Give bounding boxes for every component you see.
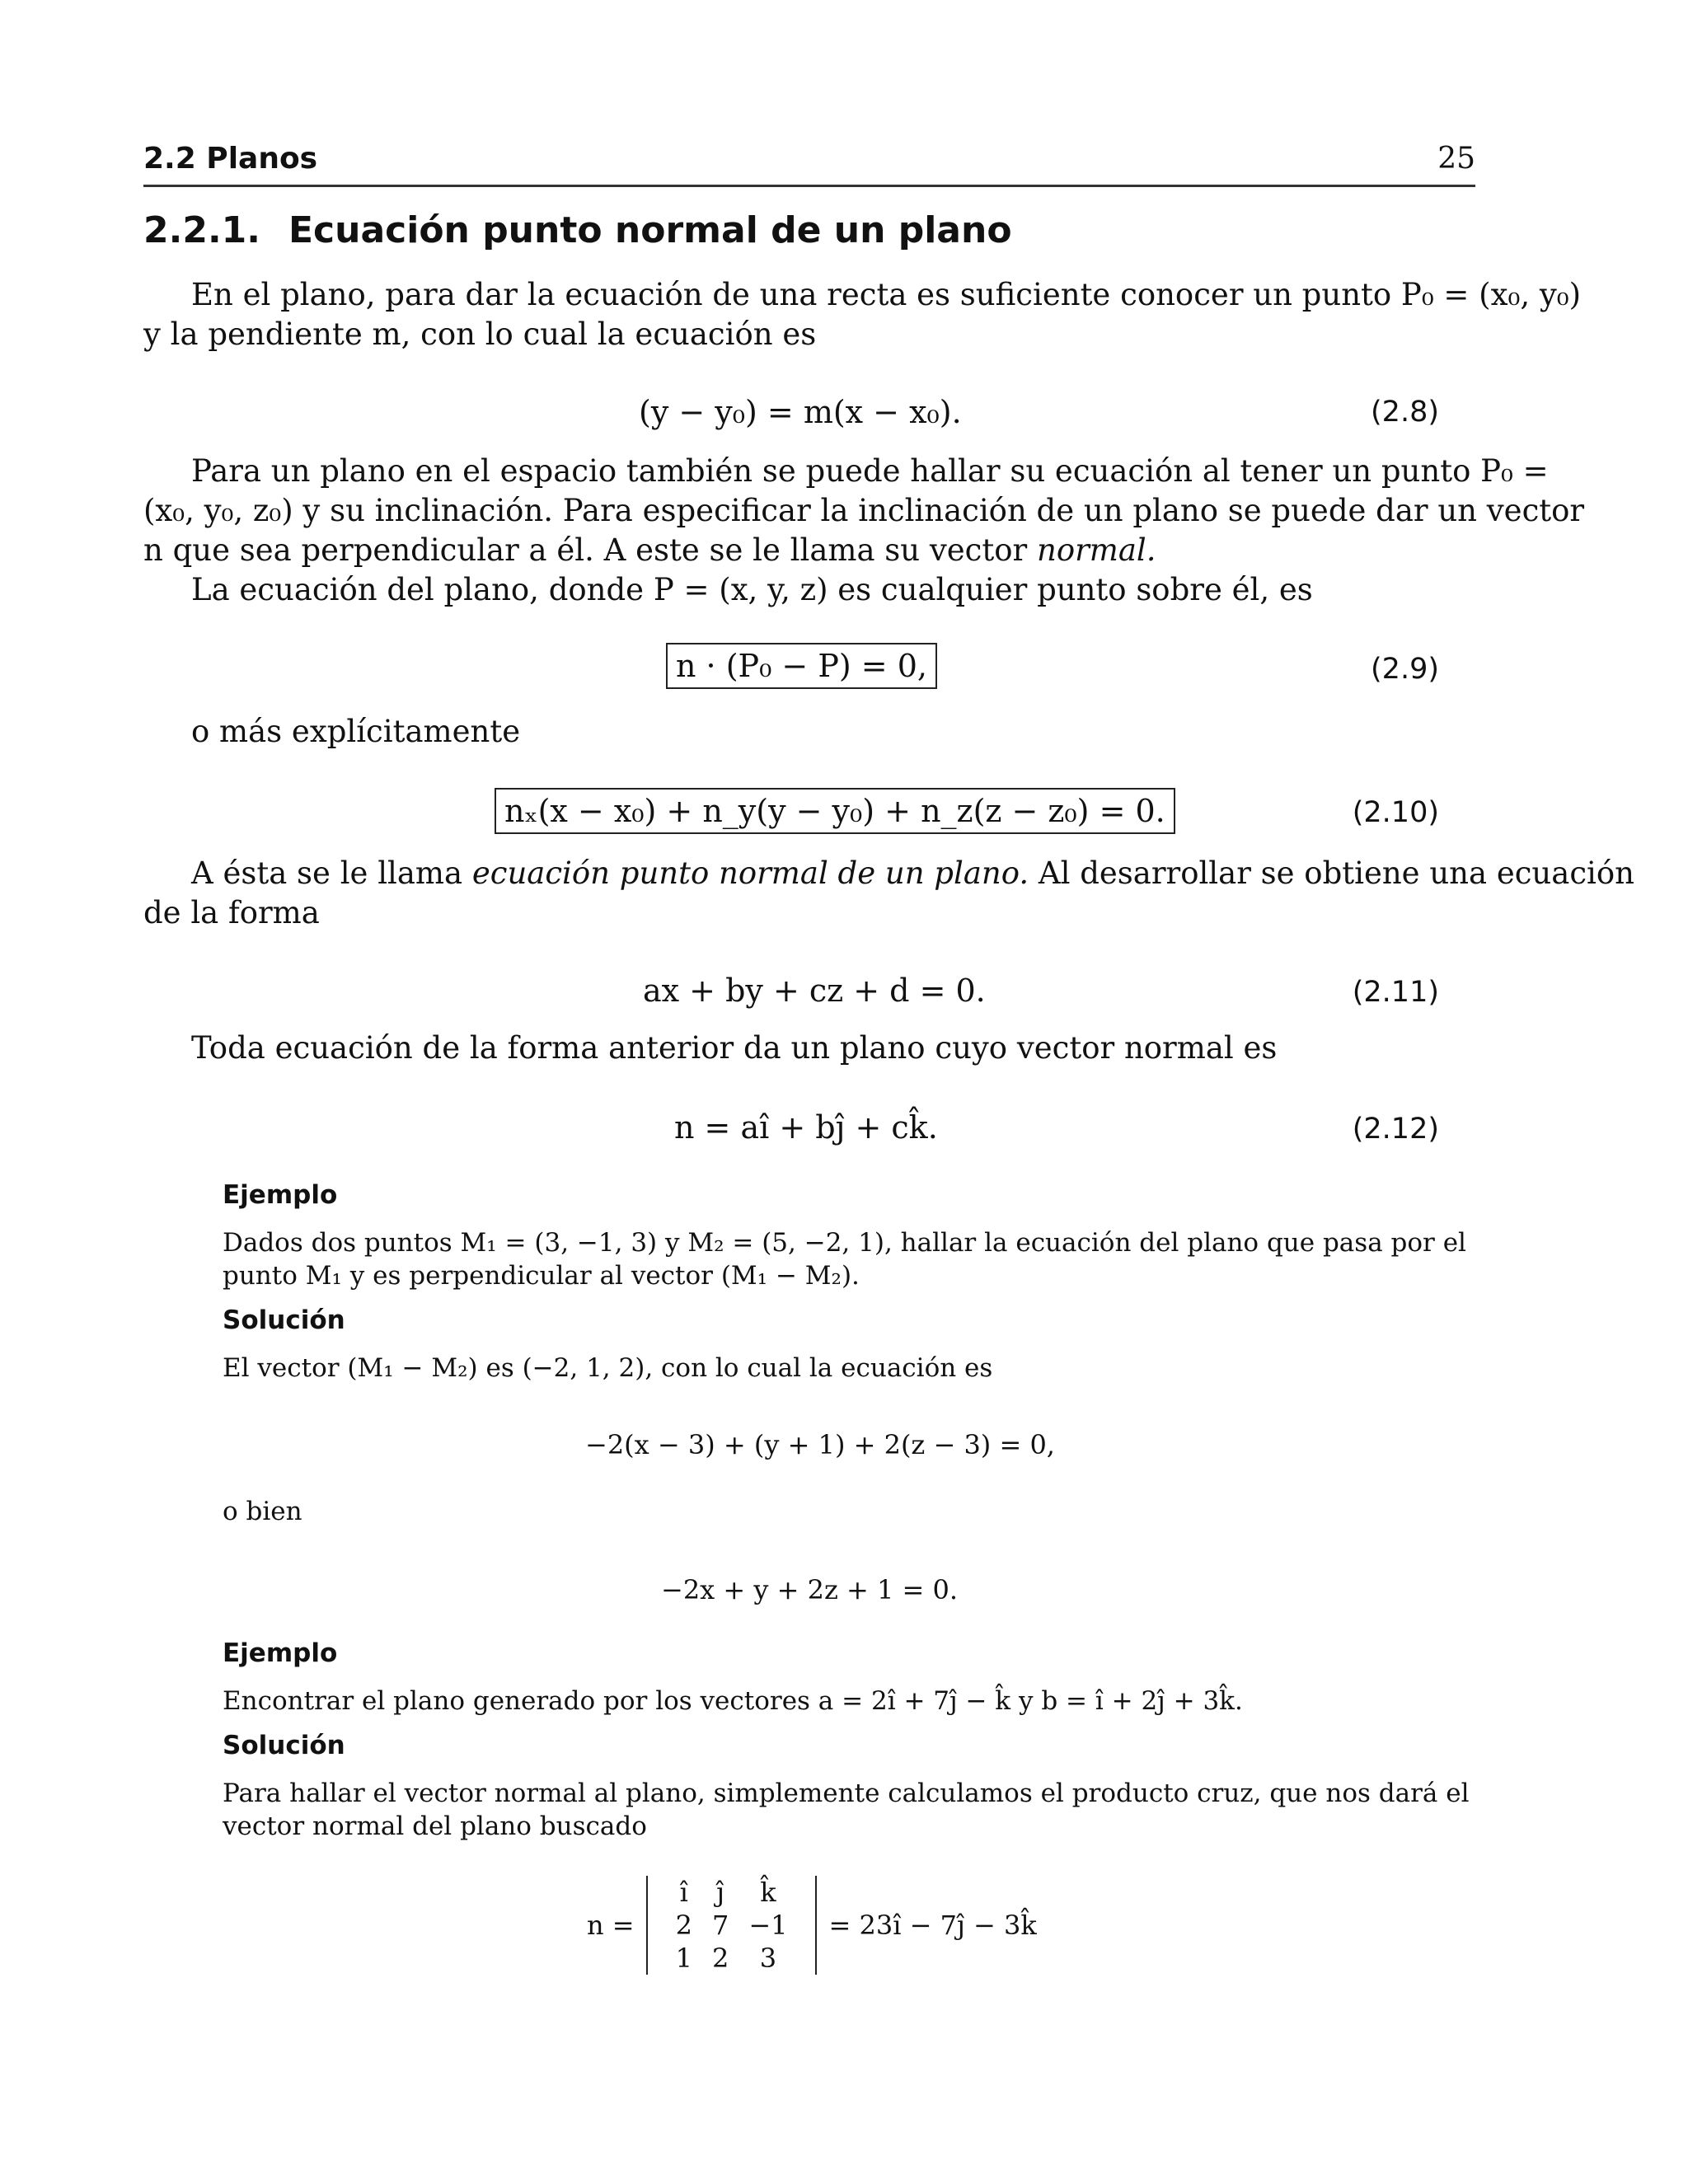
example1-solution-text: El vector (M₁ − M₂) es (−2, 1, 2), con lo cual la ecuación es	[223, 1353, 993, 1383]
equation-2-8-tag: (2.8)	[1371, 396, 1439, 429]
paragraph-space-line3-text: n que sea perpendicular a él. A este se le llama su vector	[143, 532, 1028, 568]
example2-text: Encontrar el plano generado por los vectores a = 2î + 7ĵ − k̂ y b = î + 2ĵ + 3k̂.	[223, 1686, 1243, 1716]
paragraph-space-line1: Para un plano en el espacio también se puede hallar su ecuación al tener un punto P₀ =	[191, 453, 1549, 489]
determinant-cell: 2	[711, 1943, 729, 1974]
example1-text-line1: Dados dos puntos M₁ = (3, −1, 3) y M₂ = (5, −2, 1), hallar la ecuación del plano que pasa por el	[223, 1228, 1466, 1258]
determinant-bars	[646, 1876, 818, 1975]
equation-2-10-boxed: nₓ(x − x₀) + n_y(y − y₀) + n_z(z − z₀) = 0.	[495, 788, 1175, 834]
running-header	[143, 142, 1475, 187]
paragraph-space-line2: (x₀, y₀, z₀) y su inclinación. Para especificar la inclinación de un plano se puede dar un vector	[143, 493, 1585, 528]
determinant-matrix	[666, 1876, 798, 1975]
paragraph-called-line2: de la forma	[143, 895, 320, 930]
determinant-cell: ĵ	[716, 1877, 725, 1908]
example2-solution-line2: vector normal del plano buscado	[223, 1811, 647, 1841]
paragraph-called-text-a: A ésta se le llama	[191, 855, 463, 891]
equation-2-11: ax + by + cz + d = 0.	[643, 972, 986, 1009]
header-section-title: 2.2 Planos	[143, 142, 318, 176]
paragraph-plane-equation: La ecuación del plano, donde P = (x, y, z) es cualquier punto sobre él, es	[191, 572, 1313, 607]
equation-2-12-tag: (2.12)	[1352, 1113, 1439, 1146]
example2-solution-label: Solución	[223, 1731, 345, 1760]
paragraph-space-line3	[143, 531, 1156, 570]
header-page-number: 25	[1437, 142, 1475, 176]
section-title-text: Ecuación punto normal de un plano	[288, 209, 1012, 251]
paragraph-intro-line2: y la pendiente m, con lo cual la ecuación es	[143, 316, 817, 352]
normal-term-emphasis: normal.	[1037, 532, 1156, 568]
determinant-cell: 2	[675, 1910, 692, 1941]
equation-2-10-tag: (2.10)	[1352, 796, 1439, 829]
determinant-row-vector-b	[666, 1942, 798, 1975]
example2-label: Ejemplo	[223, 1638, 338, 1668]
example1-equation-a: −2(x − 3) + (y + 1) + 2(z − 3) = 0,	[585, 1429, 1055, 1460]
equation-2-11-tag: (2.11)	[1352, 976, 1439, 1009]
determinant-cell: 1	[675, 1943, 692, 1974]
paragraph-intro-line1: En el plano, para dar la ecuación de una recta es suficiente conocer un punto P₀ = (x₀, y₀)	[191, 277, 1582, 312]
determinant-cell: 7	[711, 1910, 729, 1941]
equation-2-8: (y − y₀) = m(x − x₀).	[639, 394, 962, 430]
section-number: 2.2.1.	[143, 209, 260, 251]
determinant-cell: k̂	[760, 1877, 776, 1908]
example2-solution-line1: Para hallar el vector normal al plano, simplemente calculamos el producto cruz, que nos dará el	[223, 1779, 1470, 1808]
equation-2-9-boxed: n · (P₀ − P) = 0,	[666, 643, 937, 689]
example1-text-line2: punto M₁ y es perpendicular al vector (M₁ − M₂).	[223, 1261, 860, 1291]
point-normal-emphasis: ecuación punto normal de un plano.	[471, 855, 1029, 891]
equation-2-9-tag: (2.9)	[1371, 653, 1439, 686]
paragraph-called-line1	[191, 854, 1634, 893]
paragraph-explicit: o más explícitamente	[191, 714, 521, 749]
example1-label: Ejemplo	[223, 1180, 338, 1210]
paragraph-every: Toda ecuación de la forma anterior da un plano cuyo vector normal es	[191, 1030, 1278, 1066]
example1-solution-label: Solución	[223, 1305, 345, 1335]
example1-equation-b: −2x + y + 2z + 1 = 0.	[661, 1574, 959, 1605]
section-heading	[143, 209, 1012, 251]
determinant-cell: −1	[748, 1910, 788, 1941]
equation-2-12: n = aî + bĵ + ck̂.	[674, 1109, 938, 1146]
determinant-cell: 3	[759, 1943, 777, 1974]
example1-or-text: o bien	[223, 1497, 302, 1526]
determinant-row-unit-vectors	[666, 1876, 798, 1909]
determinant-row-vector-a	[666, 1909, 798, 1942]
paragraph-called-text-b: Al desarrollar se obtiene una ecuación	[1038, 855, 1634, 891]
cross-product-determinant	[587, 1876, 1037, 1975]
determinant-result: = 23î − 7ĵ − 3k̂	[828, 1910, 1037, 1941]
determinant-cell: î	[679, 1877, 688, 1908]
determinant-lhs: n =	[587, 1910, 635, 1941]
